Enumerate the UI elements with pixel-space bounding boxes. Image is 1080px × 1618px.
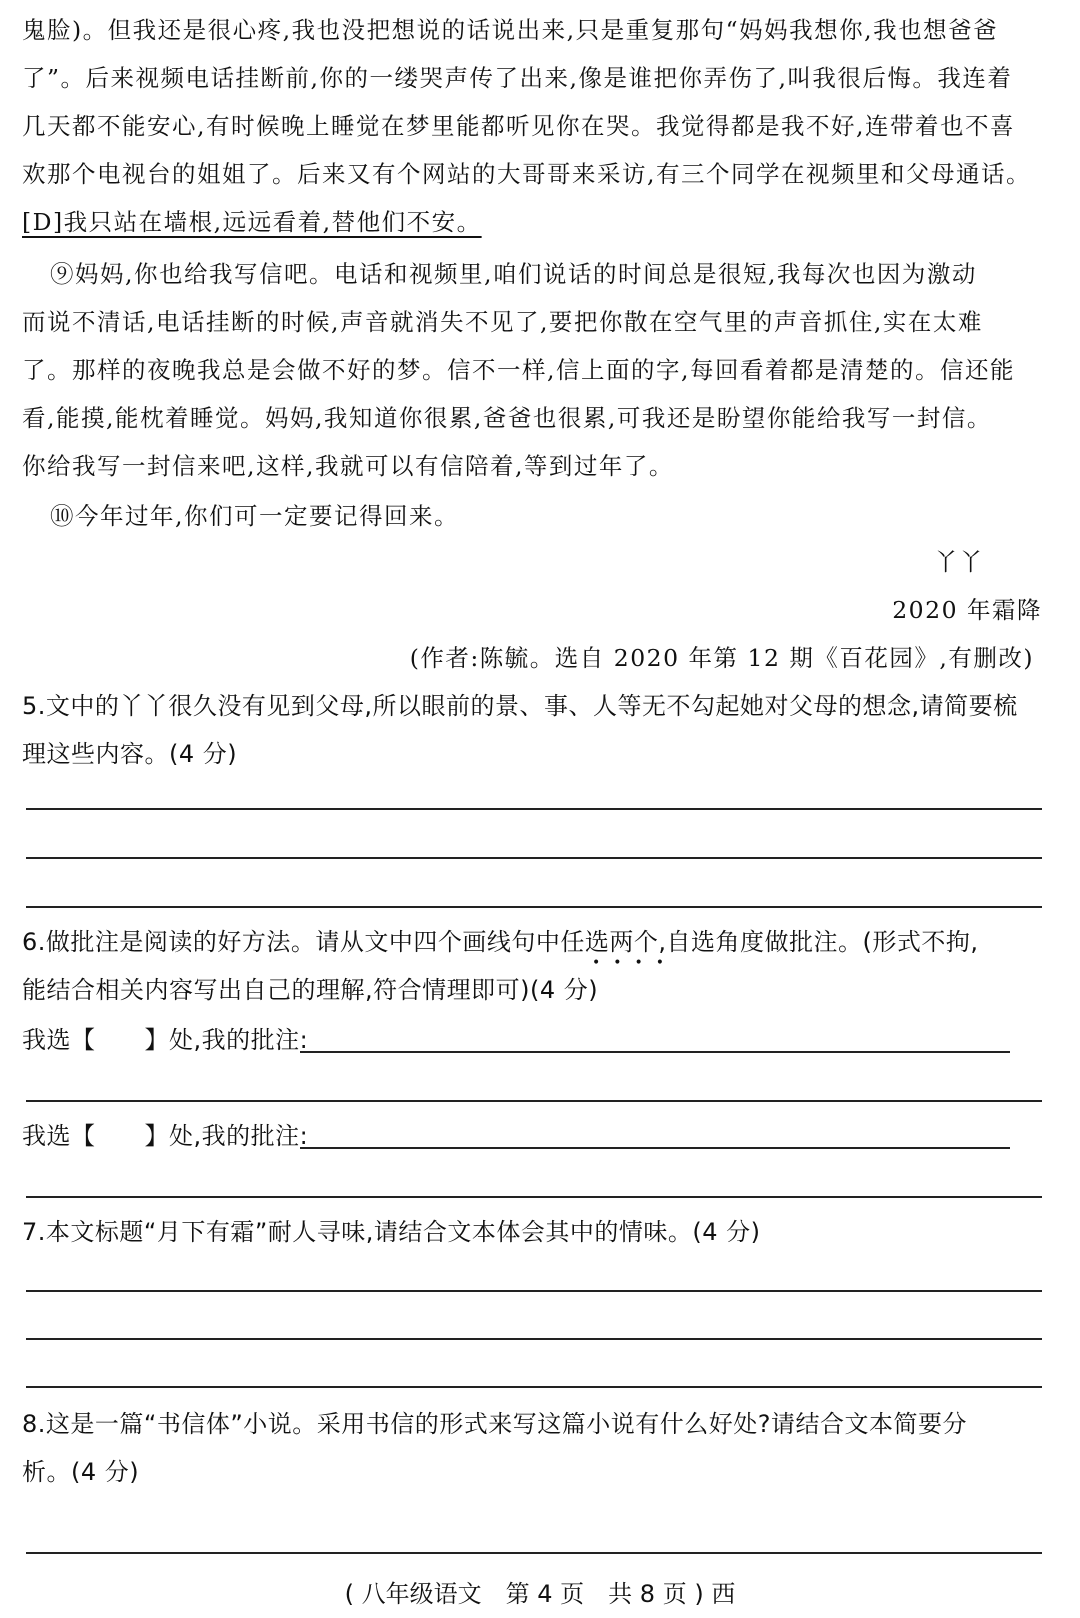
passage-line: 了。那样的夜晚我总是会做不好的梦。信不一样,信上面的字,每回看着都是清楚的。信还能: [22, 356, 1015, 384]
annotation-choice-label: 我选【 】处,我的批注:: [22, 1122, 309, 1150]
question-7-text: 7.本文标题“月下有霜”耐人寻味,请结合文本体会其中的情味。(4 分): [22, 1218, 761, 1246]
question-8-text: 8.这是一篇“书信体”小说。采用书信的形式来写这篇小说有什么好处?请结合文本简要分: [22, 1410, 968, 1438]
answer-line[interactable]: [26, 906, 1042, 908]
passage-line: 看,能摸,能枕着睡觉。妈妈,我知道你很累,爸爸也很累,可我还是盼望你能给我写一封信。: [22, 404, 992, 432]
passage-line: 鬼脸)。但我还是很心疼,我也没把想说的话说出来,只是重复那句“妈妈我想你,我也想爸爸: [22, 16, 999, 44]
page-footer: ( 八年级语文 第 4 页 共 8 页 ) 西: [344, 1580, 736, 1608]
annotation-answer-line[interactable]: [300, 1051, 1010, 1053]
question-8-text: 析。(4 分): [22, 1458, 140, 1486]
answer-line[interactable]: [26, 1100, 1042, 1102]
answer-line[interactable]: [26, 1290, 1042, 1292]
letter-date: 2020 年霜降: [892, 596, 1042, 624]
answer-line[interactable]: [26, 1386, 1042, 1388]
passage-line: ⑨妈妈,你也给我写信吧。电话和视频里,咱们说话的时间总是很短,我每次也因为激动: [50, 260, 977, 288]
passage-line: 了”。后来视频电话挂断前,你的一缕哭声传了出来,像是谁把你弄伤了,叫我很后悔。我连着: [22, 64, 1013, 92]
letter-signature: 丫丫: [934, 548, 984, 576]
answer-line[interactable]: [26, 1196, 1042, 1198]
emphasis-dots: ••••: [592, 955, 678, 971]
passage-line: ⑩今年过年,你们可一定要记得回来。: [50, 502, 459, 530]
passage-line: [22, 200, 1062, 244]
answer-line[interactable]: [26, 857, 1042, 859]
underlined-sentence-d: [D]我只站在墙根,远远看着,替他们不安。: [22, 208, 482, 236]
question-5-text: 理这些内容。(4 分): [22, 740, 238, 768]
passage-line: 几天都不能安心,有时候晚上睡觉在梦里能都听见你在哭。我觉得都是我不好,连带着也不喜: [22, 112, 1015, 140]
question-6-text: 能结合相关内容写出自己的理解,符合情理即可)(4 分): [22, 976, 599, 1004]
answer-line[interactable]: [26, 1338, 1042, 1340]
answer-line[interactable]: [26, 1552, 1042, 1554]
question-5-text: 5.文中的丫丫很久没有见到父母,所以眼前的景、事、人等无不勾起她对父母的想念,请简要梳: [22, 692, 1018, 720]
annotation-answer-line[interactable]: [300, 1147, 1010, 1149]
passage-line: 而说不清话,电话挂断的时候,声音就消失不见了,要把你散在空气里的声音抓住,实在太难: [22, 308, 983, 336]
passage-line: 你给我写一封信来吧,这样,我就可以有信陪着,等到过年了。: [22, 452, 674, 480]
passage-line: 欢那个电视台的姐姐了。后来又有个网站的大哥哥来采访,有三个同学在视频里和父母通话。: [22, 160, 1031, 188]
annotation-choice-label: 我选【 】处,我的批注:: [22, 1026, 309, 1054]
source-citation: (作者:陈毓。选自 2020 年第 12 期《百花园》,有删改): [409, 644, 1034, 672]
answer-line[interactable]: [26, 808, 1042, 810]
question-6-text: 6.做批注是阅读的好方法。请从文中四个画线句中任选两个,自选角度做批注。(形式不拘,: [22, 928, 979, 956]
